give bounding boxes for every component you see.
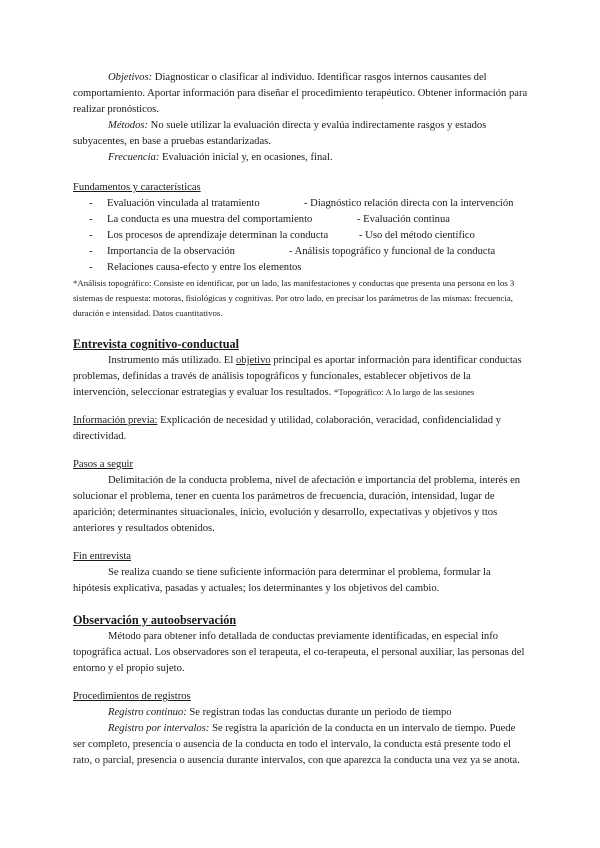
list-item: - Importancia de la observación - Análisis topográfico y funcional de la conducta [73, 244, 528, 260]
list-item: - Relaciones causa-efecto y entre los elementos [73, 260, 528, 276]
fundamentos-left: Evaluación vinculada al tratamiento [107, 198, 260, 209]
entrevista-intro-note: *Topográfico: A lo largo de las sesiones [333, 387, 475, 397]
pasos-text: Delimitación de la conducta problema, nivel de afectación e importancia del problema, interés en solucionar el problema, tener en cuenta los parámetros de frecuencia, duración, intensidad, lugar de aparición; determinantes situacionales, inicio, evolución y desarrollo, expectativas y objetivos y ttos anteriores y resultados obtenidos. [73, 475, 521, 534]
registro-intervalos-text: Se registra la aparición de la conducta en un intervalo de tiempo. Puede ser completo, presencia o ausencia de la conducta en todo el intervalo, la conducta está presente todo el rato, o parcial, presencia o ausencia durante intervalos, con que aparezca la conducta una vez ya se anota. [73, 723, 520, 766]
entrevista-intro-b: principal es aportar información para identificar conductas problemas, definidas a través de análisis topográficos y funcionales, establecer objetivos de la intervención, seleccionar estrategias y evaluar los resultados. [73, 355, 522, 398]
fundamentos-right: - Análisis topográfico y funcional de la conducta [289, 246, 496, 257]
fin-text: Se realiza cuando se tiene suficiente información para determinar el problema, formular la hipótesis explicativa, pasadas y actuales; los determinantes y los objetivos del cambio. [73, 567, 491, 594]
registro-continuo-text: Se registran todas las conductas durante un periodo de tiempo [186, 707, 452, 718]
list-item: - Evaluación vinculada al tratamiento - Diagnóstico relación directa con la intervención [73, 196, 528, 212]
observacion-heading: Observación y autoobservación [73, 613, 237, 627]
fundamentos-right: - Diagnóstico relación directa con la intervención [304, 198, 514, 209]
registro-continuo-paragraph [73, 705, 528, 721]
frecuencia-text: Evaluación inicial y, en ocasiones, final. [159, 152, 333, 163]
fundamentos-left: Los procesos de aprendizaje determinan la conducta [107, 230, 329, 241]
frecuencia-paragraph [73, 150, 528, 166]
procedimientos-title: Procedimientos de registros [73, 691, 191, 702]
info-previa-text: Explicación de necesidad y utilidad, colaboración, veracidad, confidencialidad y directividad. [73, 415, 501, 442]
registro-intervalos-label: Registro por intervalos: [108, 723, 210, 734]
observacion-intro: Método para obtener info detallada de conductas previamente identificadas, en especial info topográfica actual. Los observadores son el terapeuta, el co-terapeuta, el personal auxiliar, las personas del entorno y el propio sujeto. [73, 631, 525, 674]
metodos-label: Métodos: [108, 120, 149, 131]
frecuencia-label: Frecuencia: [108, 152, 160, 163]
document-body [73, 70, 528, 769]
fundamentos-list [73, 196, 528, 276]
fin-title: Fin entrevista [73, 551, 131, 562]
metodos-text: No suele utilizar la evaluación directa y evalúa indirectamente rasgos y estados subyacentes, en base a pruebas estandarizadas. [73, 120, 487, 147]
fundamentos-note: *Análisis topográfico: Consiste en identificar, por un lado, las manifestaciones y conductas que presenta una persona en los 3 sistemas de respuesta: motoras, fisiológicas y cognitivas. Por otro lado, en precisar los parámetros de las mismas: frecuencia, duración e intensidad. Datos cuantitativos. [73, 278, 515, 318]
registro-intervalos-paragraph [73, 721, 528, 769]
registro-continuo-label: Registro continuo: [108, 707, 187, 718]
info-previa-paragraph [73, 413, 528, 445]
fundamentos-right: - Evaluación continua [357, 214, 450, 225]
entrevista-heading: Entrevista cognitivo-conductual [73, 337, 240, 351]
entrevista-intro-objetivo: objetivo [235, 355, 271, 366]
objetivos-label: Objetivos: [108, 72, 153, 83]
list-item: - La conducta es una muestra del comportamiento - Evaluación continua [73, 212, 528, 228]
pasos-title: Pasos a seguir [73, 459, 134, 470]
metodos-paragraph [73, 118, 528, 150]
fundamentos-left: La conducta es una muestra del comportamiento [107, 214, 313, 225]
entrevista-intro [73, 353, 528, 401]
fundamentos-left: Importancia de la observación [107, 246, 235, 257]
fundamentos-left: Relaciones causa-efecto y entre los elementos [107, 262, 302, 273]
objetivos-text: Diagnosticar o clasificar al individuo. Identificar rasgos internos causantes del comportamiento. Aportar información para diseñar el procedimiento terapéutico. Obtener información para realizar pronósticos. [73, 72, 528, 115]
objetivos-paragraph [73, 70, 528, 118]
list-item: - Los procesos de aprendizaje determinan la conducta - Uso del método científico [73, 228, 528, 244]
info-previa-label: Información previa: [73, 415, 158, 426]
entrevista-intro-a: Instrumento más utilizado. El [108, 355, 236, 366]
fundamentos-right: - Uso del método científico [359, 230, 475, 241]
fundamentos-title: Fundamentos y características [73, 182, 201, 193]
